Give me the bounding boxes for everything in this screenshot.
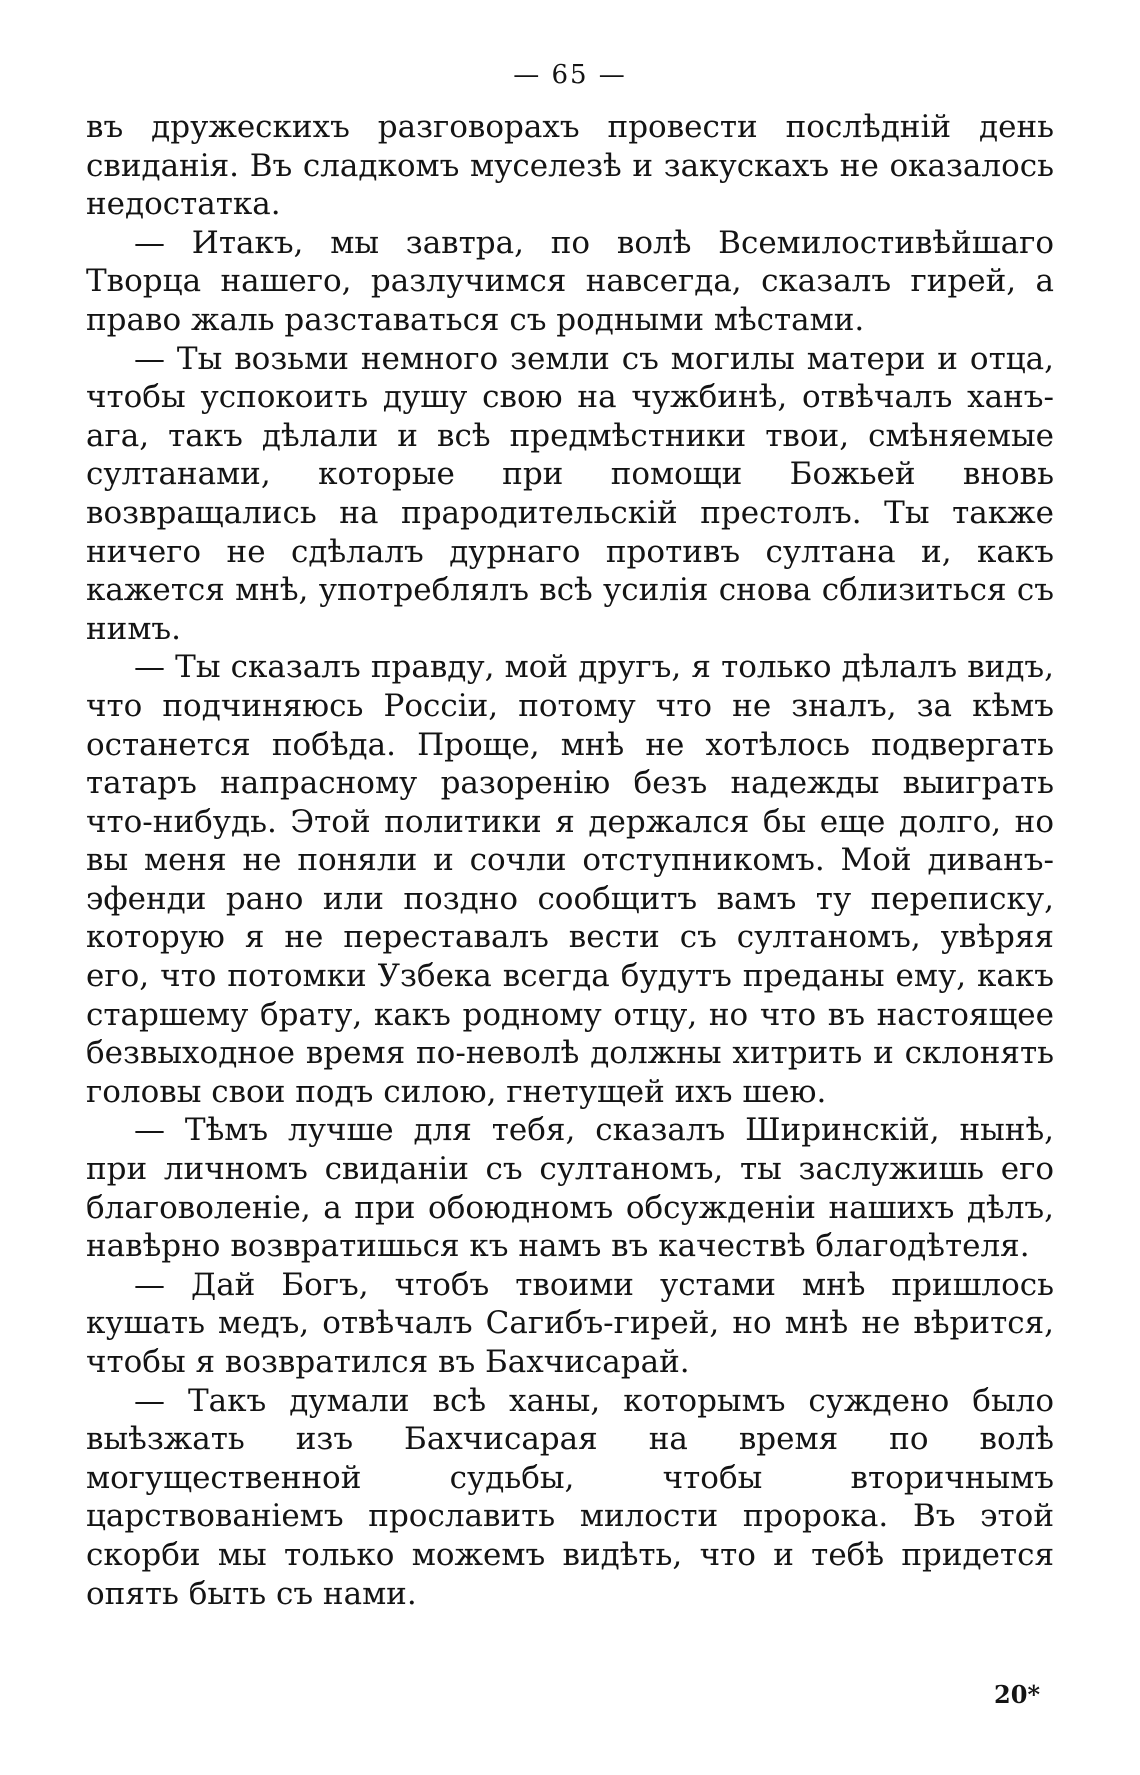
paragraph-continuation: въ дружескихъ разговорахъ провести послѣднiй день свиданiя. Въ сладкомъ муселезѣ и закускахъ не оказалось недостатка. (86, 109, 1054, 223)
paragraph: — Такъ думали всѣ ханы, которымъ суждено было выѣзжать изъ Бахчисарая на время по волѣ могущественной судьбы, чтобы вторичнымъ царствованiемъ прославить милости пророка. Въ этой скорби мы только можемъ видѣть, что и тебѣ придется опять быть съ нами. (86, 1382, 1054, 1612)
body-text (86, 108, 1054, 1613)
paragraph: — Дай Богъ, чтобъ твоими устами мнѣ пришлось кушать медъ, отвѣчалъ Сагибъ-гирей, но мнѣ не вѣрится, чтобы я возвратился въ Бахчисарай. (86, 1266, 1054, 1380)
page-number: — 65 — (513, 60, 627, 90)
printer-signature-mark: 20* (994, 1680, 1040, 1709)
paragraph: — Ты возьми немного земли съ могилы матери и отца, чтобы успокоить душу свою на чужбинѣ, отвѣчалъ ханъ-ага, такъ дѣлали и всѣ предмѣстники твои, смѣняемые султанами, которые при помощи Божьей вновь возвращались на прародительскiй престолъ. Ты также ничего не сдѣлалъ дурнаго противъ султана и, какъ кажется мнѣ, употреблялъ всѣ усилiя снова сблизиться съ нимъ. (86, 340, 1054, 647)
paragraph: — Итакъ, мы завтра, по волѣ Всемилостивѣйшаго Творца нашего, разлучимся навсегда, сказалъ гирей, а право жаль разставаться съ родными мѣстами. (86, 224, 1054, 338)
paragraph: — Ты сказалъ правду, мой другъ, я только дѣлалъ видъ, что подчиняюсь Россiи, потому что не зналъ, за кѣмъ останется побѣда. Проще, мнѣ не хотѣлось подвергать татаръ напрасному разоренiю безъ надежды выиграть что-нибудь. Этой политики я держался бы еще долго, но вы меня не поняли и сочли отступникомъ. Мой диванъ-эфенди рано или поздно сообщитъ вамъ ту переписку, которую я не переставалъ вести съ султаномъ, увѣряя его, что потомки Узбека всегда будутъ преданы ему, какъ старшему брату, какъ родному отцу, но что въ настоящее безвыходное время по-неволѣ должны хитрить и склонять головы свои подъ силою, гнетущей ихъ шею. (86, 649, 1054, 1110)
paragraph: — Тѣмъ лучше для тебя, сказалъ Ширинскiй, нынѣ, при личномъ свиданiи съ султаномъ, ты заслужишь его благоволенiе, а при обоюдномъ обсужденiи нашихъ дѣлъ, навѣрно возвратишься къ намъ въ качествѣ благодѣтеля. (86, 1112, 1054, 1265)
